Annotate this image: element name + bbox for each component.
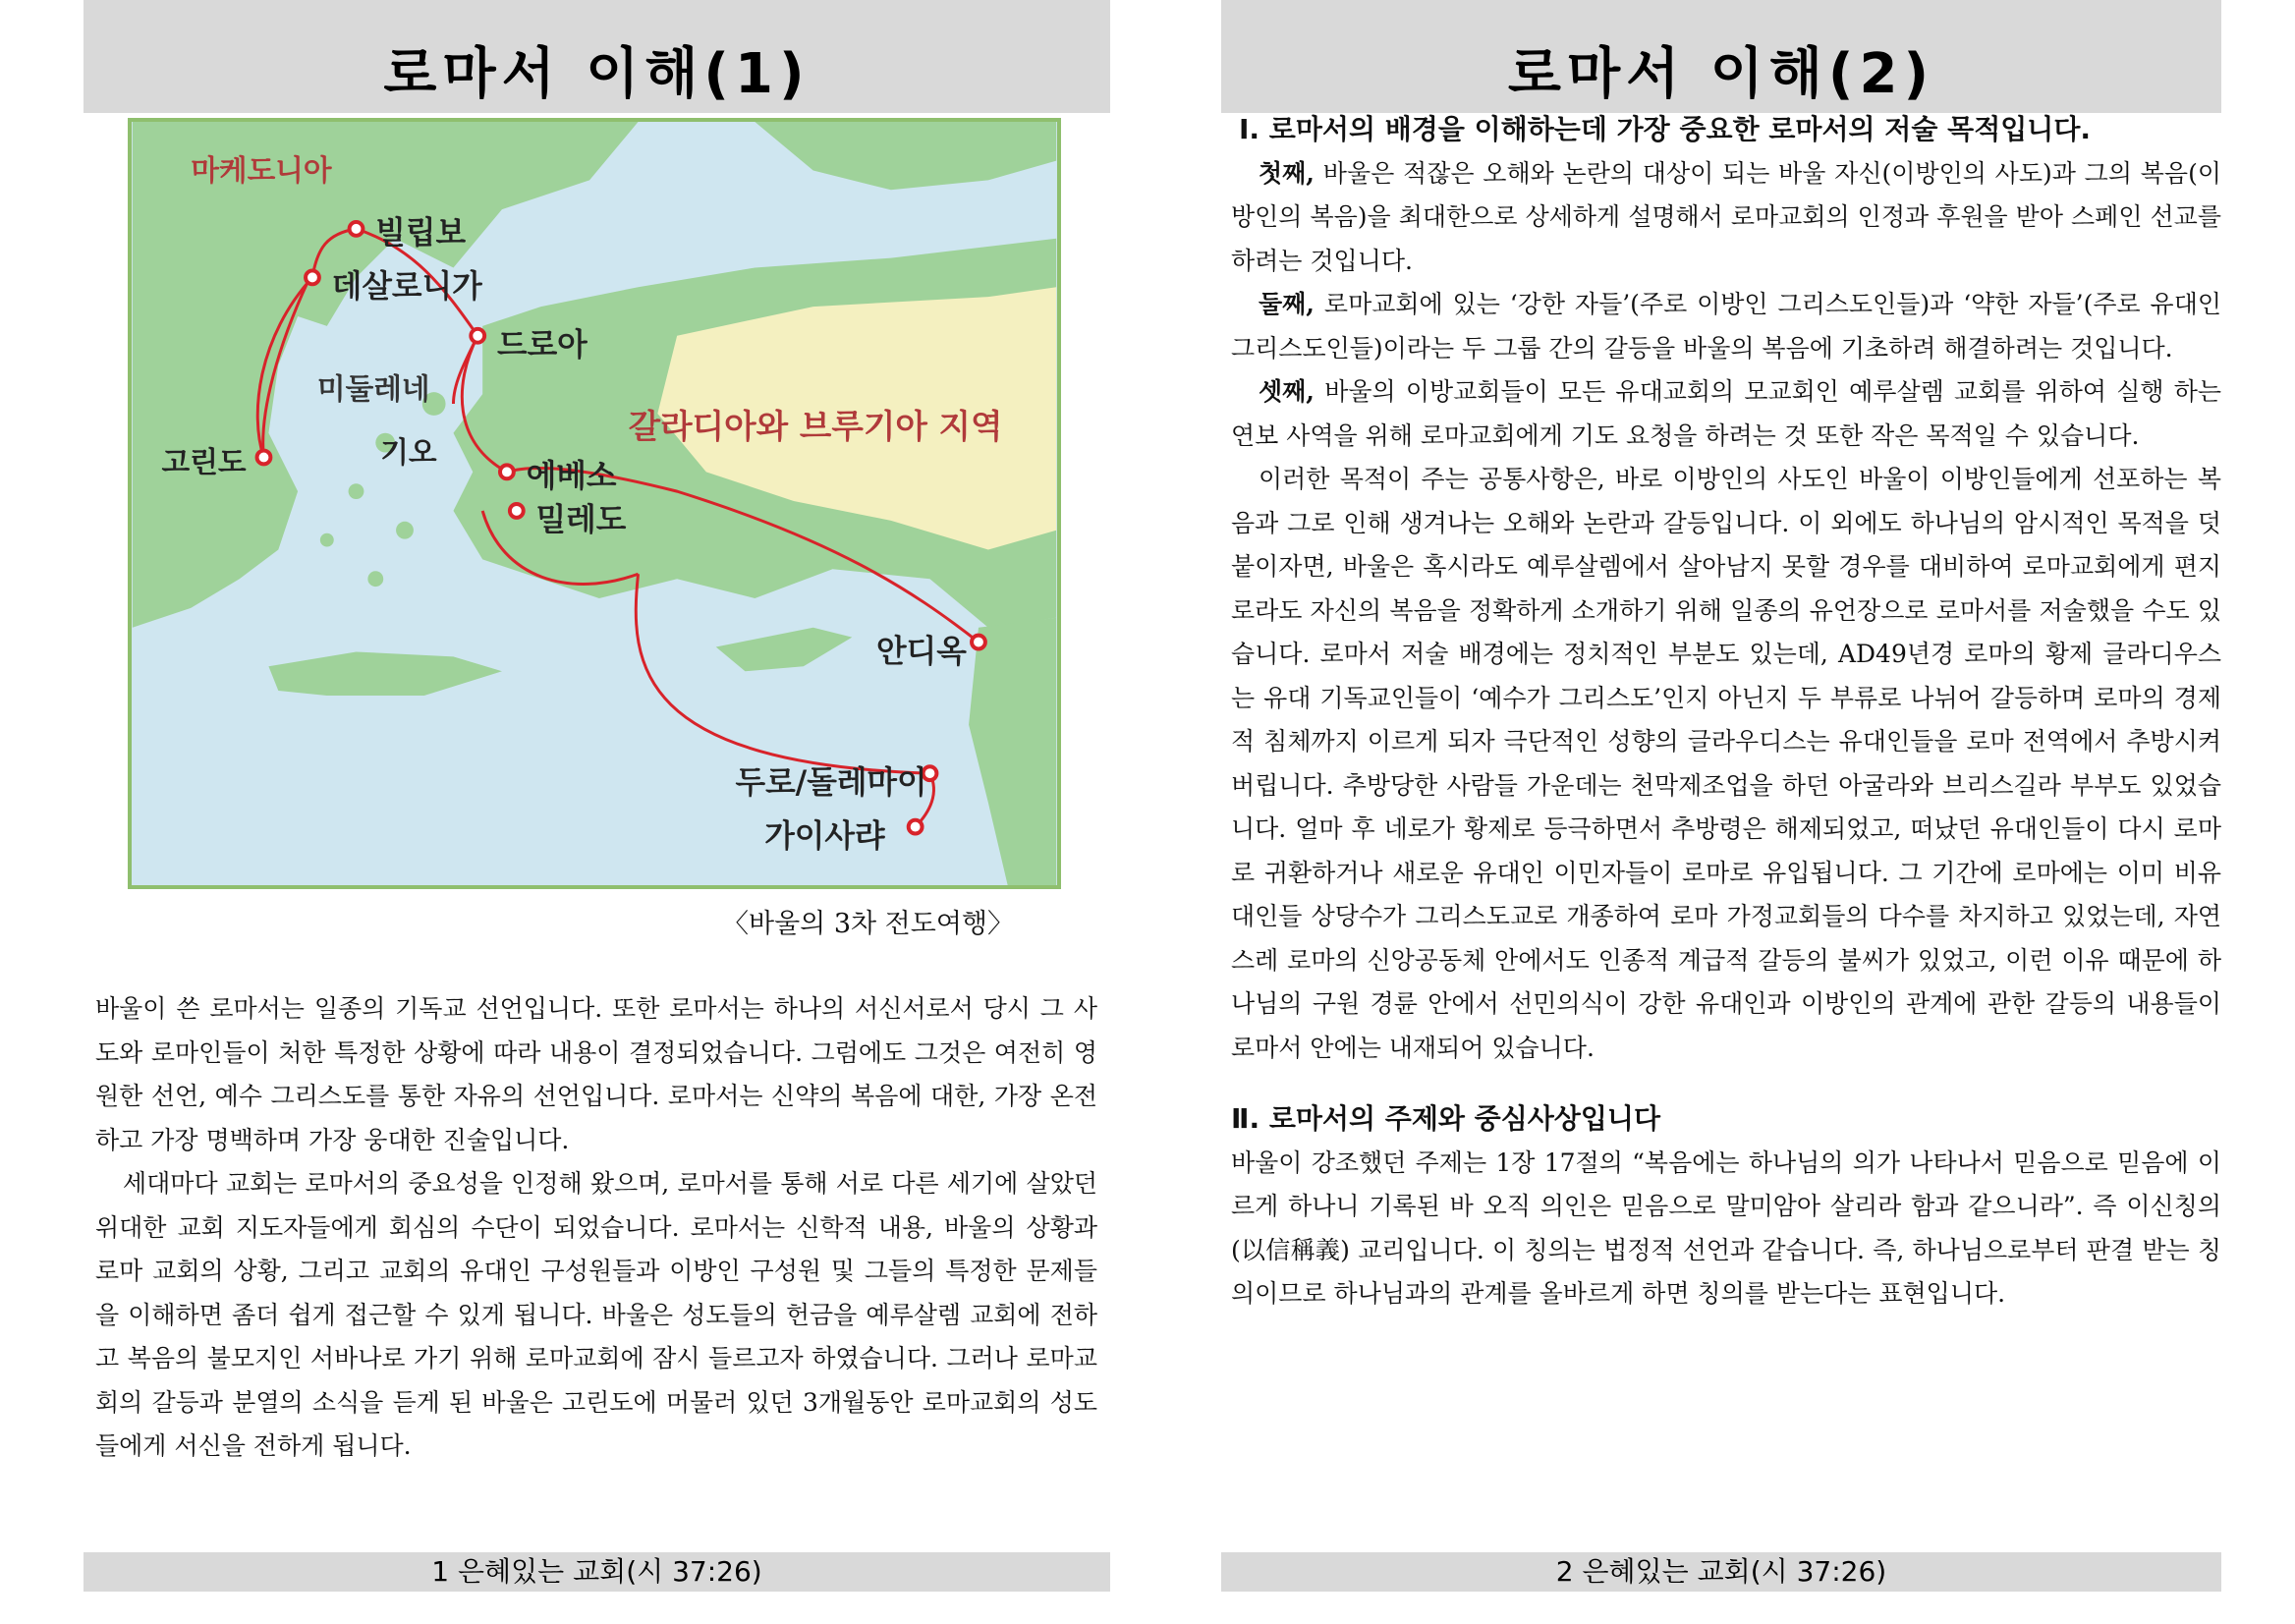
antioch-dot <box>972 636 985 649</box>
paragraph: 둘째, 로마교회에 있는 ‘강한 자들’(주로 이방인 그리스도인들)과 ‘약한 자들’(주로 유대인 그리스도인들)이라는 두 그룹 간의 갈등을 바울의 복음에 기초하려 해결하려는 것입니다. <box>1231 290 2221 363</box>
thessalonica-dot <box>306 270 319 284</box>
paragraph: 이러한 목적이 주는 공통사항은, 바로 이방인의 사도인 바울이 이방인들에게 선포하는 복음과 그로 인해 생겨나는 오해와 논란과 갈등입니다. 이 외에도 하나님의 암시적인 목적을 덧붙이자면, 바울은 혹시라도 예루살렘에서 살아남지 못할 경우를 대비하여 로마교회에게 편지로라도 자신의 복음을 정확하게 소개하기 위해 일종의 유언장으로 로마서를 저술했을 수도 있습니다. 로마서 저술 배경에는 정치적인 부분도 있는데, AD49년경 로마의 황제 글라디우스는 유대 기독교인들이 ‘예수가 그리스도’인지 아닌지 두 부류로 나뉘어 갈등하며 로마의 경제적 침체까지 이르게 되자 극단적인 성향의 글라우디스는 유대인들을 로마 전역에서 추방시켜 버립니다. 추방당한 사람들 가운데는 천막제조업을 하던 아굴라와 브리스길라 부부도 있었습니다. 얼마 후 네로가 황제로 등극하면서 추방령은 해제되었고, 떠났던 유대인들이 다시 로마로 귀환하거나 새로운 유대인 이민자들이 로마로 유입됩니다. 그 기간에 로마에는 이미 비유대인들 상당수가 그리스도교로 개종하여 로마 가정교회들의 다수를 차지하고 있었는데, 자연스레 로마의 신앙공동체 안에서도 인종적 계급적 갈등의 불씨가 있었고, 이런 이유 때문에 하나님의 구원 경륜 안에서 선민의식이 강한 유대인과 이방인의 관계에 관한 갈등의 내용들이 로마서 안에는 내재되어 있습니다. <box>1231 465 2221 1062</box>
label-corinth: 고린도 <box>161 445 247 480</box>
paragraph: 첫째, 바울은 적잖은 오해와 논란의 대상이 되는 바울 자신(이방인의 사도)과 그의 복음(이방인의 복음)을 최대한으로 상세하게 설명해서 로마교회의 인정과 후원을 받아 스페인 선교를 하려는 것입니다. <box>1231 158 2221 275</box>
section-heading: Ⅱ. 로마서의 주제와 중심사상입니다 <box>1231 1102 1660 1135</box>
section-heading: Ⅰ. 로마서의 배경을 이해하는데 가장 중요한 로마서의 저술 목적입니다. <box>1239 113 2092 145</box>
right-body-text <box>1231 108 2221 1316</box>
page-title: 로마서 이해(1) <box>383 42 811 106</box>
label-miletus: 밀레도 <box>535 502 627 538</box>
label-antioch: 안디옥 <box>876 634 967 670</box>
caesarea-dot <box>909 820 923 834</box>
paragraph: 바울이 강조했던 주제는 1장 17절의 “복음에는 하나님의 의가 나타나서 믿음으로 믿음에 이르게 하나니 기록된 바 오직 의인은 믿음으로 말미암아 살리라 함과 같으니라”. 즉 이신칭의(以信稱義) 교리입니다. 이 칭의는 법정적 선언과 같습니다. 즉, 하나님으로부터 판결 받는 칭의이므로 하나님과의 관계를 올바르게 하면 칭의를 받는다는 표현입니다. <box>1231 1148 2221 1308</box>
label-mitylene: 미둘레네 <box>316 372 430 408</box>
page-title: 로마서 이해(2) <box>1507 42 1935 106</box>
label-troas: 드로아 <box>497 327 588 364</box>
label-tyre: 두로/돌레마이 <box>735 764 927 801</box>
map-caption: 〈바울의 3차 전도여행〉 <box>722 909 1014 939</box>
philippi-dot <box>350 222 364 236</box>
page-footer: 1 은혜있는 교회(시 37:26) <box>84 1552 1110 1592</box>
lead-word: 첫째, <box>1259 158 1315 188</box>
journey-map <box>128 118 1061 889</box>
label-caesarea: 가이사랴 <box>764 818 885 855</box>
map-svg <box>132 122 1057 885</box>
label-thessalonica: 데살로니가 <box>331 269 482 306</box>
label-chios: 기오 <box>380 435 437 471</box>
paragraph: 세대마다 교회는 로마서의 중요성을 인정해 왔으며, 로마서를 통해 서로 다른 세기에 살았던 위대한 교회 지도자들에게 회심의 수단이 되었습니다. 로마서는 신학적 내용, 바울의 상황과 로마 교회의 상황, 그리고 교회의 유대인 구성원들과 이방인 구성원 및 그들의 특정한 문제들을 이해하면 좀더 쉽게 접근할 수 있게 됩니다. 바울은 성도들의 헌금을 예루살렘 교회에 전하고 복음의 불모지인 서바나로 가기 위해 로마교회에 잠시 들르고자 하였습니다. 그러나 로마교회의 갈등과 분열의 소식을 듣게 된 바울은 고린도에 머물러 있던 3개월동안 로마교회의 성도들에게 서신을 전하게 됩니다. <box>95 1169 1097 1460</box>
page-footer: 2 은혜있는 교회(시 37:26) <box>1221 1552 2221 1592</box>
lead-word: 둘째, <box>1259 290 1315 318</box>
spacer <box>1231 1070 2221 1097</box>
corinth-dot <box>257 451 271 465</box>
miletus-dot <box>510 504 524 518</box>
troas-dot <box>471 329 484 343</box>
left-body-text <box>95 987 1097 1469</box>
label-ephesus: 에베소 <box>526 459 617 495</box>
right-page <box>1221 0 2221 1624</box>
ephesus-dot <box>500 465 514 478</box>
paragraph: 바울이 쓴 로마서는 일종의 기독교 선언입니다. 또한 로마서는 하나의 서신서로서 당시 그 사도와 로마인들이 처한 특정한 상황에 따라 내용이 결정되었습니다. 그럼에도 그것은 여전히 영원한 선언, 예수 그리스도를 통한 자유의 선언입니다. 로마서는 신약의 복음에 대한, 가장 온전하고 가장 명백하며 가장 웅대한 진술입니다. <box>95 994 1097 1154</box>
paragraph: 셋째, 바울의 이방교회들이 모든 유대교회의 모교회인 예루살렘 교회를 위하여 실행 하는 연보 사역을 위해 로마교회에게 기도 요청을 하려는 것 또한 작은 목적일 수 있습니다. <box>1231 377 2221 450</box>
left-page <box>84 0 1110 1624</box>
lead-word: 셋째, <box>1259 377 1315 406</box>
label-philippi: 빌립보 <box>375 215 467 252</box>
label-galatia: 갈라디아와 브루기아 지역 <box>628 407 1003 446</box>
label-macedonia: 마케도니아 <box>191 153 332 189</box>
